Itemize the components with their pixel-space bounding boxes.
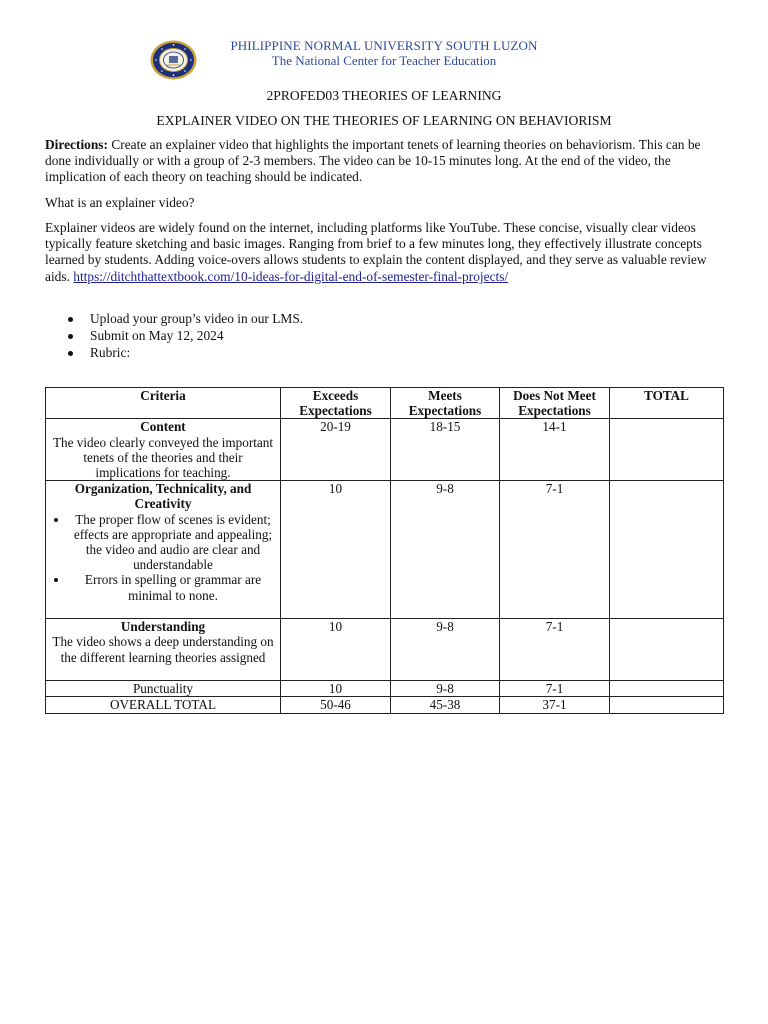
score-exceeds: 10	[281, 619, 391, 681]
score-meets: 9-8	[391, 481, 500, 619]
bullet-icon	[54, 518, 58, 522]
list-item-text: Submit on May 12, 2024	[90, 328, 224, 343]
table-row	[46, 419, 724, 481]
list-item	[45, 345, 725, 362]
bullet-icon	[68, 351, 73, 356]
score-not-meet: 7-1	[500, 681, 610, 697]
course-title: 2PROFED03 THEORIES OF LEARNING	[266, 88, 502, 103]
table-row	[46, 619, 724, 681]
instructions-list	[45, 311, 725, 362]
table-header-row	[46, 388, 724, 419]
score-total	[610, 697, 724, 713]
score-meets: 9-8	[391, 681, 500, 697]
university-seal-logo	[150, 40, 197, 80]
score-total	[610, 481, 724, 619]
criteria-cell	[46, 481, 281, 619]
list-item-text: Upload your group’s video in our LMS.	[90, 311, 304, 326]
criteria-sublist	[50, 512, 276, 603]
bullet-icon	[68, 317, 73, 322]
university-name: PHILIPPINE NORMAL UNIVERSITY SOUTH LUZON	[230, 38, 538, 53]
criteria-cell	[46, 419, 281, 481]
header-not-meet: Does Not Meet Expectations	[500, 388, 610, 419]
score-meets: 45-38	[391, 697, 500, 713]
score-not-meet: 7-1	[500, 481, 610, 619]
explanation-paragraph	[45, 220, 725, 285]
header-exceeds: Exceeds Expectations	[281, 388, 391, 419]
question-text: What is an explainer video?	[45, 195, 195, 210]
score-total	[610, 619, 724, 681]
score-meets: 9-8	[391, 619, 500, 681]
score-total	[610, 681, 724, 697]
document-header	[150, 38, 768, 88]
directions-text: Create an explainer video that highlights the important tenets of learning theories on behaviorism. This can be done individually or with a group of 2-3 members. The video can be 10-15 minutes long. At the end of the video, the implication of each theory on teaching should be indicated.	[45, 137, 701, 185]
list-item	[50, 512, 276, 573]
list-item	[50, 572, 276, 602]
score-exceeds: 50-46	[281, 697, 391, 713]
score-exceeds: 10	[281, 481, 391, 619]
bullet-icon	[68, 334, 73, 339]
score-meets: 18-15	[391, 419, 500, 481]
header-criteria: Criteria	[46, 388, 281, 419]
explanation-text: Explainer videos are widely found on the internet, including platforms like YouTube. These concise, visually clear videos typically feature sketching and basic images. Ranging from brief to a few minutes long, they effectively illustrate concepts learned by students. Adding voice-overs allows students to explain the content displayed, and they serve as valuable review aids.	[45, 220, 707, 284]
assignment-title: EXPLAINER VIDEO ON THE THEORIES OF LEARNING ON BEHAVIORISM	[156, 113, 612, 128]
list-item-text: Rubric:	[90, 345, 131, 360]
criteria-title: Understanding	[120, 619, 206, 635]
criteria-cell: Punctuality	[46, 681, 281, 697]
criteria-description: The video clearly conveyed the important tenets of the theories and their implications for teaching.	[52, 434, 274, 481]
criteria-title: Organization, Technicality, and Creativity	[74, 481, 252, 512]
criteria-title: Content	[140, 419, 186, 435]
list-item	[45, 328, 725, 345]
table-row	[46, 481, 724, 619]
list-item-text: Errors in spelling or grammar are minimal to none.	[84, 572, 262, 603]
criteria-cell: OVERALL TOTAL	[46, 697, 281, 713]
rubric-table	[45, 387, 724, 714]
score-exceeds: 10	[281, 681, 391, 697]
directions-paragraph	[45, 137, 725, 186]
score-not-meet: 37-1	[500, 697, 610, 713]
criteria-description: The video shows a deep understanding on the different learning theories assigned	[52, 634, 274, 665]
university-tagline: The National Center for Teacher Education	[271, 53, 497, 68]
criteria-cell	[46, 619, 281, 681]
directions-label: Directions:	[45, 137, 108, 152]
score-not-meet: 7-1	[500, 619, 610, 681]
score-exceeds: 20-19	[281, 419, 391, 481]
score-total	[610, 419, 724, 481]
list-item-text: The proper flow of scenes is evident; effects are appropriate and appealing; the video and audio are clear and understandable	[73, 511, 273, 573]
score-not-meet: 14-1	[500, 419, 610, 481]
overall-total-row	[46, 697, 724, 713]
header-meets: Meets Expectations	[391, 388, 500, 419]
list-item	[45, 311, 725, 328]
table-row	[46, 681, 724, 697]
bullet-icon	[54, 578, 58, 582]
header-total: TOTAL	[610, 388, 724, 419]
reference-link[interactable]: https://ditchthattextbook.com/10-ideas-for-digital-end-of-semester-final-projects/	[73, 268, 509, 284]
